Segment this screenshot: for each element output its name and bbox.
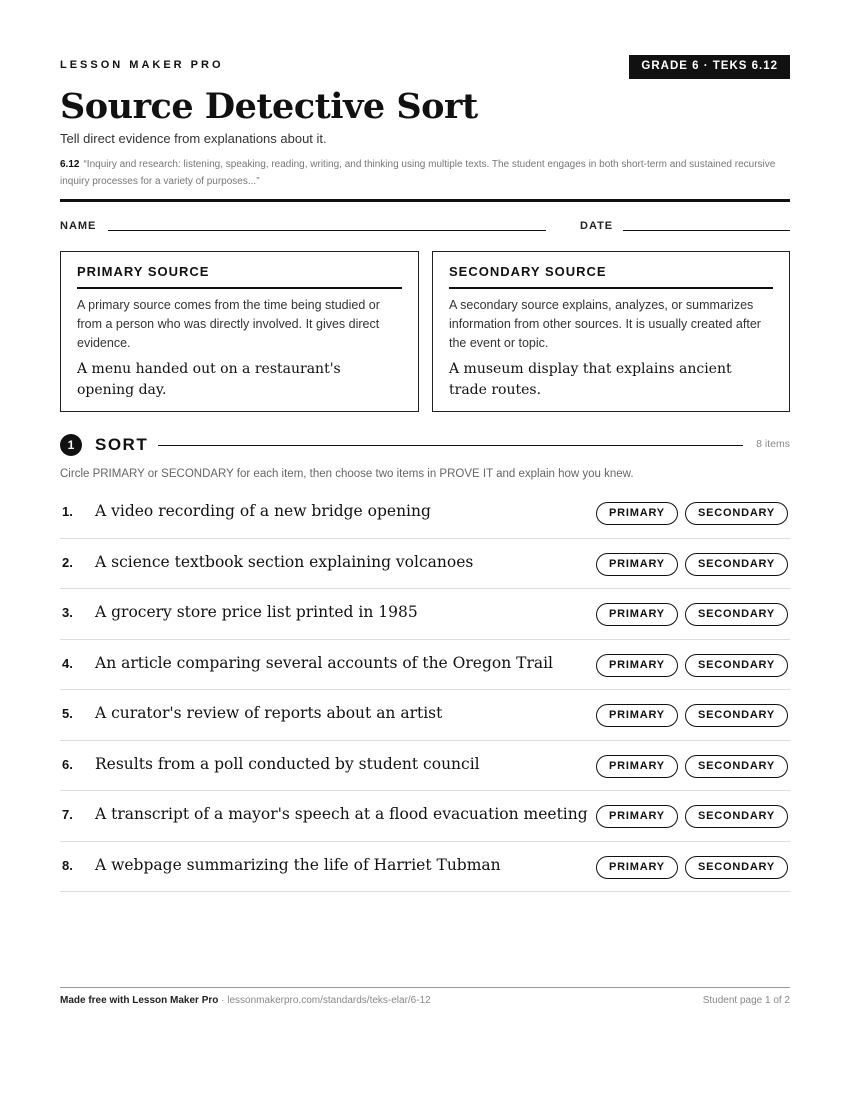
secondary-choice-button[interactable]: SECONDARY <box>685 704 788 727</box>
primary-choice-button[interactable]: PRIMARY <box>596 654 678 677</box>
secondary-choice-button[interactable]: SECONDARY <box>685 502 788 525</box>
item-number: 1. <box>62 504 73 519</box>
date-label: DATE <box>580 220 614 232</box>
primary-choice-button[interactable]: PRIMARY <box>596 553 678 576</box>
item-text: A webpage summarizing the life of Harriet Tubman <box>95 855 501 874</box>
primary-source-heading: PRIMARY SOURCE <box>77 264 402 289</box>
page-title: Source Detective Sort <box>60 86 478 127</box>
sort-item-list <box>60 488 790 892</box>
secondary-choice-button[interactable]: SECONDARY <box>685 654 788 677</box>
page-number: Student page 1 of 2 <box>702 995 790 1006</box>
primary-choice-button[interactable]: PRIMARY <box>596 502 678 525</box>
name-date-row <box>60 219 790 235</box>
grade-badge: GRADE 6 · TEKS 6.12 <box>629 55 790 79</box>
item-text: An article comparing several accounts of the Oregon Trail <box>95 653 554 672</box>
list-item <box>60 690 790 741</box>
name-label: NAME <box>60 220 97 232</box>
secondary-source-box <box>432 251 790 412</box>
item-number: 3. <box>62 605 73 620</box>
page-footer <box>60 995 790 1009</box>
secondary-choice-button[interactable]: SECONDARY <box>685 755 788 778</box>
list-item <box>60 741 790 792</box>
item-number: 2. <box>62 554 73 570</box>
item-number: 6. <box>62 756 73 772</box>
item-text: A video recording of a new bridge opening <box>95 502 431 520</box>
sort-instructions: Circle PRIMARY or SECONDARY for each item, then choose two items in PROVE IT and explain how you knew. <box>60 468 634 480</box>
list-item <box>60 842 790 893</box>
item-text: A transcript of a mayor's speech at a flood evacuation meeting <box>95 805 588 823</box>
footer-credit: Made free with Lesson Maker Pro <box>60 995 219 1006</box>
secondary-choice-button[interactable]: SECONDARY <box>685 805 788 828</box>
secondary-source-example: A museum display that explains ancient trade routes. <box>449 361 732 398</box>
brand-name: LESSON MAKER PRO <box>60 59 224 71</box>
primary-choice-button[interactable]: PRIMARY <box>596 704 678 727</box>
worksheet-page <box>60 0 790 1100</box>
secondary-source-definition: A secondary source explains, analyzes, or summarizes information from other sources. It is usually created after the event or topic. <box>449 298 761 350</box>
date-field[interactable] <box>623 230 790 231</box>
list-item <box>60 791 790 842</box>
item-text: A science textbook section explaining volcanoes <box>95 552 474 571</box>
item-text: A grocery store price list printed in 1985 <box>95 603 418 621</box>
section-title: SORT <box>95 435 149 454</box>
footer-url[interactable]: · lessonmakerpro.com/standards/teks-elar/6-12 <box>218 995 431 1006</box>
item-number: 5. <box>62 706 73 721</box>
item-text: Results from a poll conducted by student council <box>95 754 480 773</box>
sort-section-header <box>60 434 790 456</box>
list-item <box>60 488 790 539</box>
secondary-choice-button[interactable]: SECONDARY <box>685 856 788 879</box>
item-number: 8. <box>62 857 73 873</box>
item-count: 8 items <box>756 438 790 450</box>
page-subtitle: Tell direct evidence from explanations about it. <box>60 131 327 146</box>
section-number-badge: 1 <box>60 434 82 456</box>
primary-source-example: A menu handed out on a restaurant's opening day. <box>77 361 341 398</box>
header-divider <box>60 199 790 202</box>
top-bar <box>60 55 790 79</box>
list-item <box>60 539 790 590</box>
primary-source-definition: A primary source comes from the time being studied or from a person who was directly involved. It gives direct evidence. <box>77 298 380 350</box>
primary-choice-button[interactable]: PRIMARY <box>596 856 678 879</box>
standard-quote <box>60 156 790 190</box>
secondary-source-heading: SECONDARY SOURCE <box>449 264 773 289</box>
primary-choice-button[interactable]: PRIMARY <box>596 755 678 778</box>
primary-choice-button[interactable]: PRIMARY <box>596 603 678 626</box>
primary-choice-button[interactable]: PRIMARY <box>596 805 678 828</box>
secondary-choice-button[interactable]: SECONDARY <box>685 603 788 626</box>
item-number: 7. <box>62 807 73 822</box>
secondary-choice-button[interactable]: SECONDARY <box>685 553 788 576</box>
standard-code: 6.12 <box>60 159 80 170</box>
list-item <box>60 640 790 691</box>
footer-divider <box>60 987 790 988</box>
primary-source-box <box>60 251 419 412</box>
section-divider <box>158 445 743 446</box>
item-number: 4. <box>62 655 73 671</box>
name-field[interactable] <box>108 230 546 231</box>
item-text: A curator's review of reports about an artist <box>95 704 443 722</box>
standard-text: “Inquiry and research: listening, speaking, reading, writing, and thinking using multiple texts. The student engages in both short-term and sustained recursive inquiry processes for a variety of purposes...” <box>60 159 776 187</box>
list-item <box>60 589 790 640</box>
